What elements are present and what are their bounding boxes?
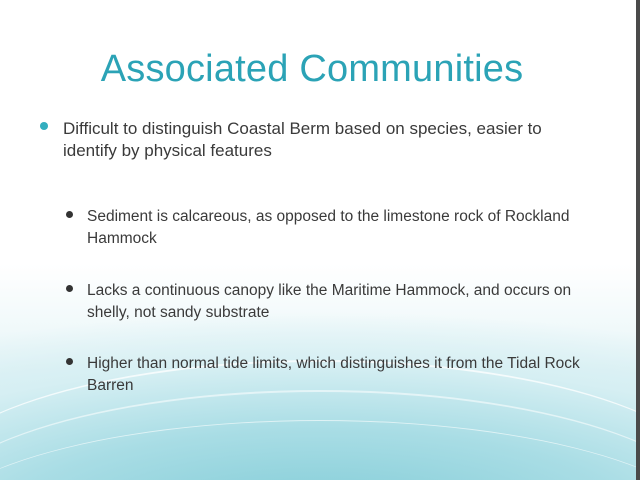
sub-bullet (66, 353, 606, 397)
main-bullet (40, 118, 600, 162)
sub-bullet (66, 280, 606, 324)
bullet-dot-icon (40, 122, 48, 130)
screen-edge (636, 0, 640, 480)
sub-bullet-text: Sediment is calcareous, as opposed to the limestone rock of Rockland Hammock (87, 208, 570, 247)
sub-bullet (66, 206, 606, 250)
slide-title: Associated Communities (100, 48, 524, 90)
bullet-dot-icon (66, 358, 73, 365)
sub-bullet-text: Lacks a continuous canopy like the Maritime Hammock, and occurs on shelly, not sandy substrate (87, 282, 572, 321)
main-bullet-text: Difficult to distinguish Coastal Berm based on species, easier to identify by physical features (63, 119, 542, 160)
bullet-dot-icon (66, 211, 73, 218)
bullet-dot-icon (66, 285, 73, 292)
sub-bullet-text: Higher than normal tide limits, which distinguishes it from the Tidal Rock Barren (87, 355, 580, 394)
